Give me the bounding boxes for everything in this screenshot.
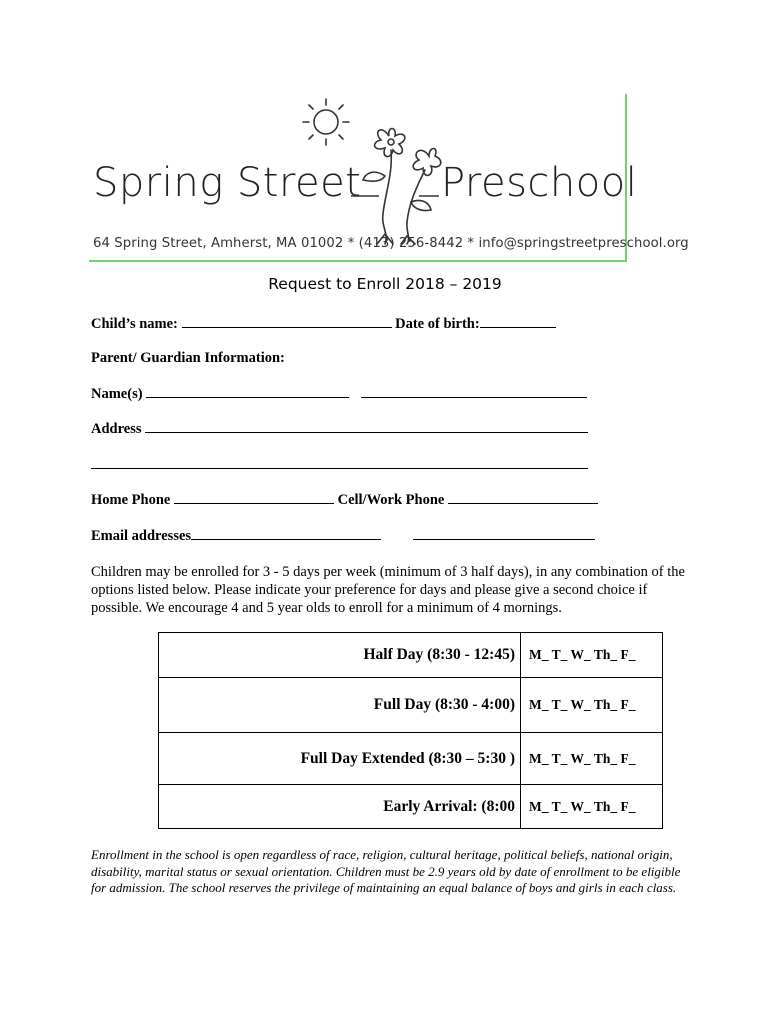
address-row <box>91 419 588 438</box>
logo-address-line: 64 Spring Street, Amherst, MA 01002 * (413) 256-8442 * info@springstreetpreschool.org <box>93 236 689 251</box>
address-row-2 <box>91 455 588 474</box>
schedule-row <box>159 785 663 829</box>
parent-heading: Parent/ Guardian Information: <box>91 350 285 366</box>
schedule-days[interactable]: M_ T_ W_ Th_ F_ <box>521 785 663 829</box>
schedule-days[interactable]: M_ T_ W_ Th_ F_ <box>521 733 663 785</box>
logo-name-right: Preschool <box>441 160 638 206</box>
email-field-2[interactable] <box>413 526 595 540</box>
names-label: Name(s) <box>91 386 143 402</box>
schedule-row <box>159 733 663 785</box>
name-field-1[interactable] <box>146 384 349 398</box>
cell-phone-field[interactable] <box>448 490 598 504</box>
email-field-1[interactable] <box>191 526 381 540</box>
schedule-option: Full Day Extended (8:30 – 5:30 ) <box>159 733 521 785</box>
schedule-days[interactable]: M_ T_ W_ Th_ F_ <box>521 678 663 733</box>
schedule-option: Half Day (8:30 - 12:45) <box>159 633 521 678</box>
schedule-row <box>159 678 663 733</box>
schedule-table <box>158 632 663 829</box>
schedule-option: Early Arrival: (8:00 <box>159 785 521 829</box>
address-field-2[interactable] <box>91 455 588 469</box>
child-name-row <box>91 314 556 333</box>
schedule-option: Full Day (8:30 - 4:00) <box>159 678 521 733</box>
dob-field[interactable] <box>480 314 556 328</box>
schedule-days[interactable]: M_ T_ W_ Th_ F_ <box>521 633 663 678</box>
sun-icon <box>303 99 349 145</box>
logo-name-left: Spring Street <box>93 160 362 206</box>
home-phone-label: Home Phone <box>91 492 171 508</box>
cell-phone-label: Cell/Work Phone <box>337 492 445 508</box>
policy-note: Enrollment in the school is open regardless of race, religion, cultural heritage, political beliefs, national origin, disability, marital status or sexual orientation. Children must be 2.9 years old by date of enrollment to be eligible for admission. The school reserves the privilege of maintaining an equal balance of boys and girls in each class. <box>91 847 681 895</box>
page-title: Request to Enroll 2018 – 2019 <box>268 275 502 293</box>
instructions-text: Children may be enrolled for 3 - 5 days per week (minimum of 3 half days), in any combination of the options listed below. Please indicate your preference for days and please give a second choice if possible. We encourage 4 and 5 year olds to enroll for a minimum of 4 mornings. <box>91 564 685 616</box>
email-label: Email addresses <box>91 528 192 544</box>
home-phone-field[interactable] <box>174 490 334 504</box>
name-field-2[interactable] <box>361 384 587 398</box>
child-name-label: Child’s name: <box>91 316 178 332</box>
child-name-field[interactable] <box>182 314 392 328</box>
flower-icon <box>363 129 441 245</box>
address-field-1[interactable] <box>145 419 588 433</box>
address-label: Address <box>91 421 142 437</box>
school-logo <box>89 94 689 262</box>
phone-row <box>91 490 598 509</box>
schedule-row <box>159 633 663 678</box>
dob-label: Date of birth: <box>395 316 480 332</box>
email-row <box>91 526 595 545</box>
names-row <box>91 384 587 403</box>
